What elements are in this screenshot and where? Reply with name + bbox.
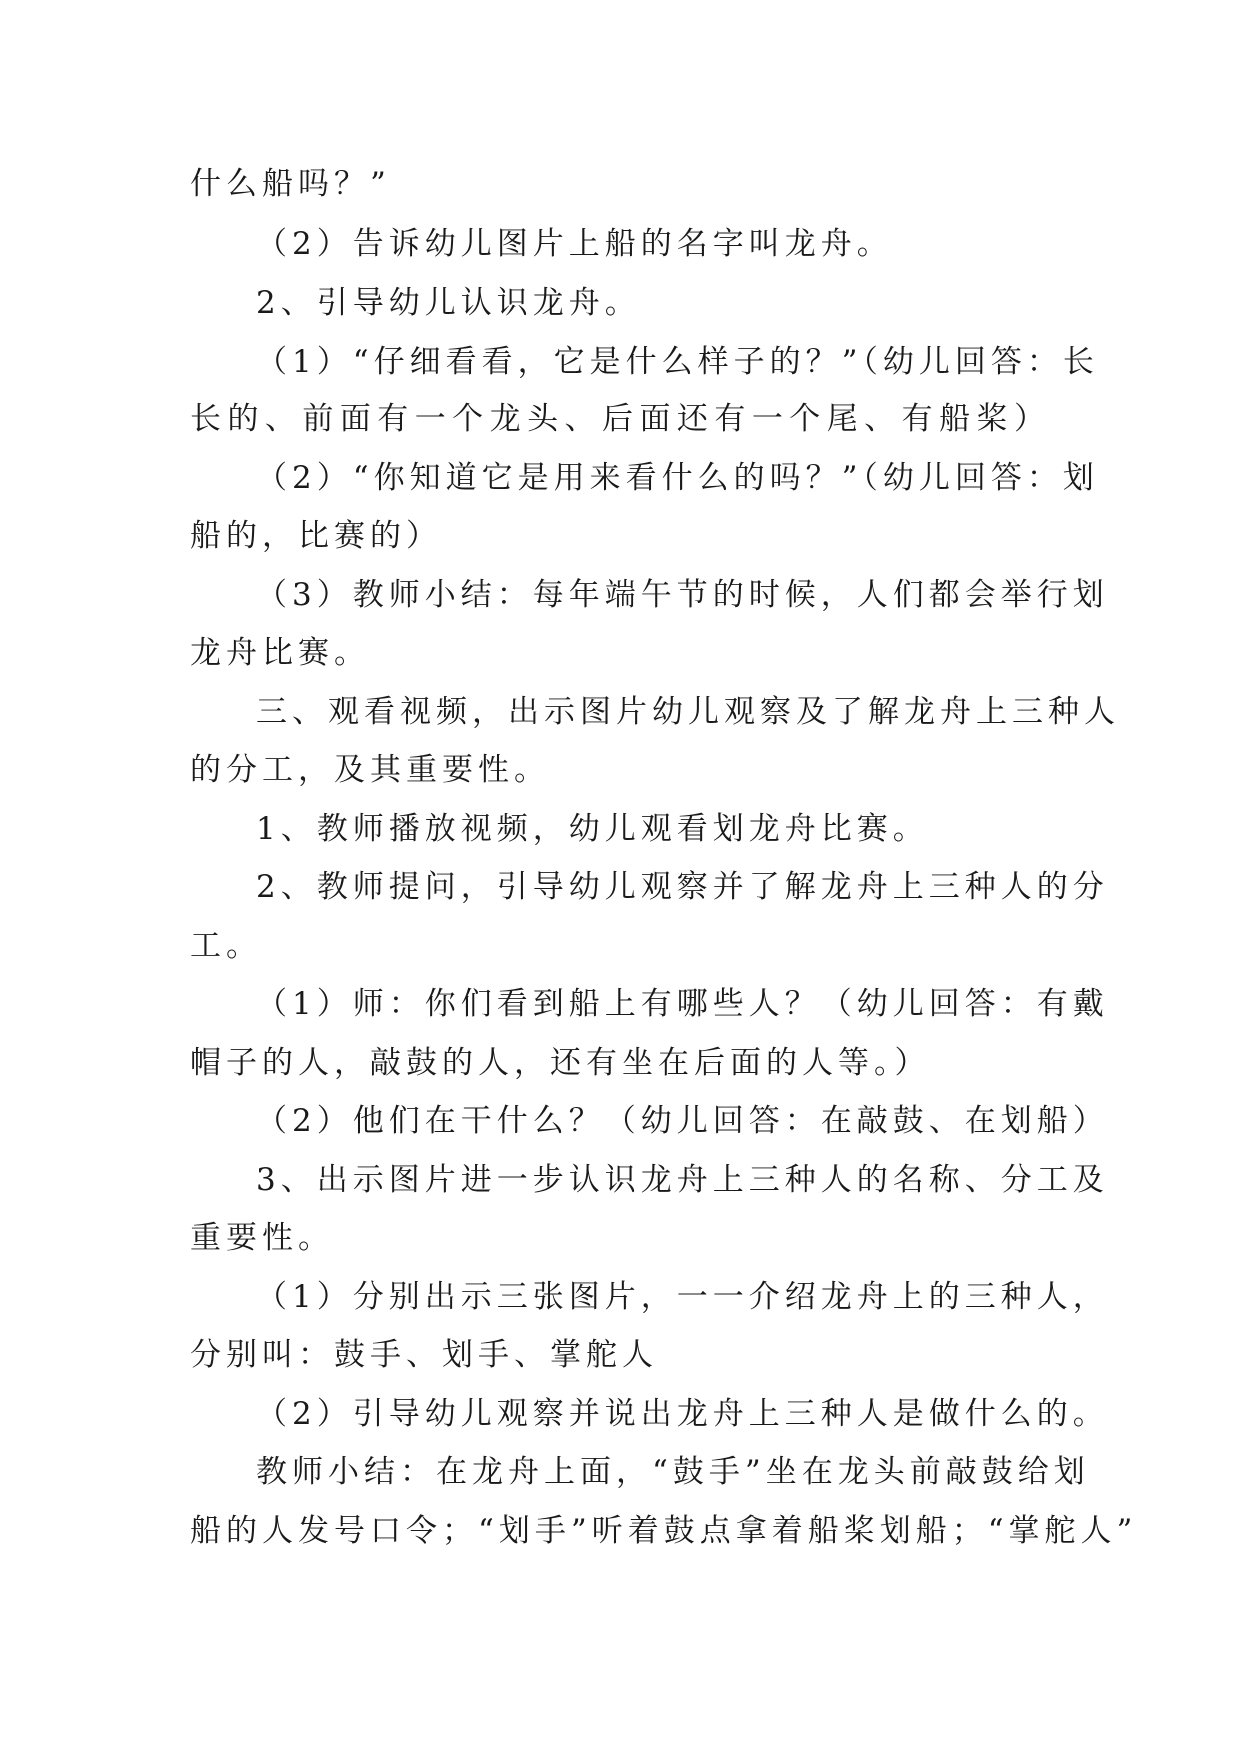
text-line: 3、出示图片进一步认识龙舟上三种人的名称、分工及: [256, 1162, 1109, 1198]
text-line: （2）他们在干什么？（幼儿回答：在敲鼓、在划船）: [256, 1103, 1109, 1139]
text-line: 教师小结：在龙舟上面，“鼓手”坐在龙头前敲鼓给划: [256, 1454, 1090, 1490]
text-line: （2）“你知道它是用来看什么的吗？”（幼儿回答：划: [256, 460, 1099, 496]
text-line: 什么船吗？”: [190, 166, 391, 202]
text-line: 帽子的人，敲鼓的人，还有坐在后面的人等。）: [190, 1045, 931, 1081]
text-line: 工。: [190, 928, 262, 964]
text-line: 长的、前面有一个龙头、后面还有一个尾、有船桨）: [190, 401, 1050, 437]
text-line: 分别叫：鼓手、划手、掌舵人: [190, 1337, 658, 1373]
text-line: 船的人发号口令；“划手”听着鼓点拿着船桨划船；“掌舵人”: [190, 1513, 1138, 1549]
text-line: 2、引导幼儿认识龙舟。: [256, 285, 641, 321]
text-line: 2、教师提问，引导幼儿观察并了解龙舟上三种人的分: [256, 869, 1109, 905]
text-line: 三、观看视频，出示图片幼儿观察及了解龙舟上三种人: [256, 694, 1120, 730]
text-line: 船的，比赛的）: [190, 518, 442, 554]
text-line: （2）告诉幼儿图片上船的名字叫龙舟。: [256, 226, 893, 262]
text-line: 1、教师播放视频，幼儿观看划龙舟比赛。: [256, 811, 929, 847]
text-line: 的分工，及其重要性。: [190, 752, 550, 788]
text-line: 重要性。: [190, 1220, 334, 1256]
text-line: （2）引导幼儿观察并说出龙舟上三种人是做什么的。: [256, 1396, 1109, 1432]
text-line: （3）教师小结：每年端午节的时候，人们都会举行划: [256, 577, 1109, 613]
text-line: （1）分别出示三张图片，一一介绍龙舟上的三种人，: [256, 1279, 1109, 1315]
text-line: （1）师：你们看到船上有哪些人？（幼儿回答：有戴: [256, 986, 1109, 1022]
text-line: （1）“仔细看看，它是什么样子的？”（幼儿回答：长: [256, 344, 1099, 380]
text-line: 龙舟比赛。: [190, 635, 370, 671]
